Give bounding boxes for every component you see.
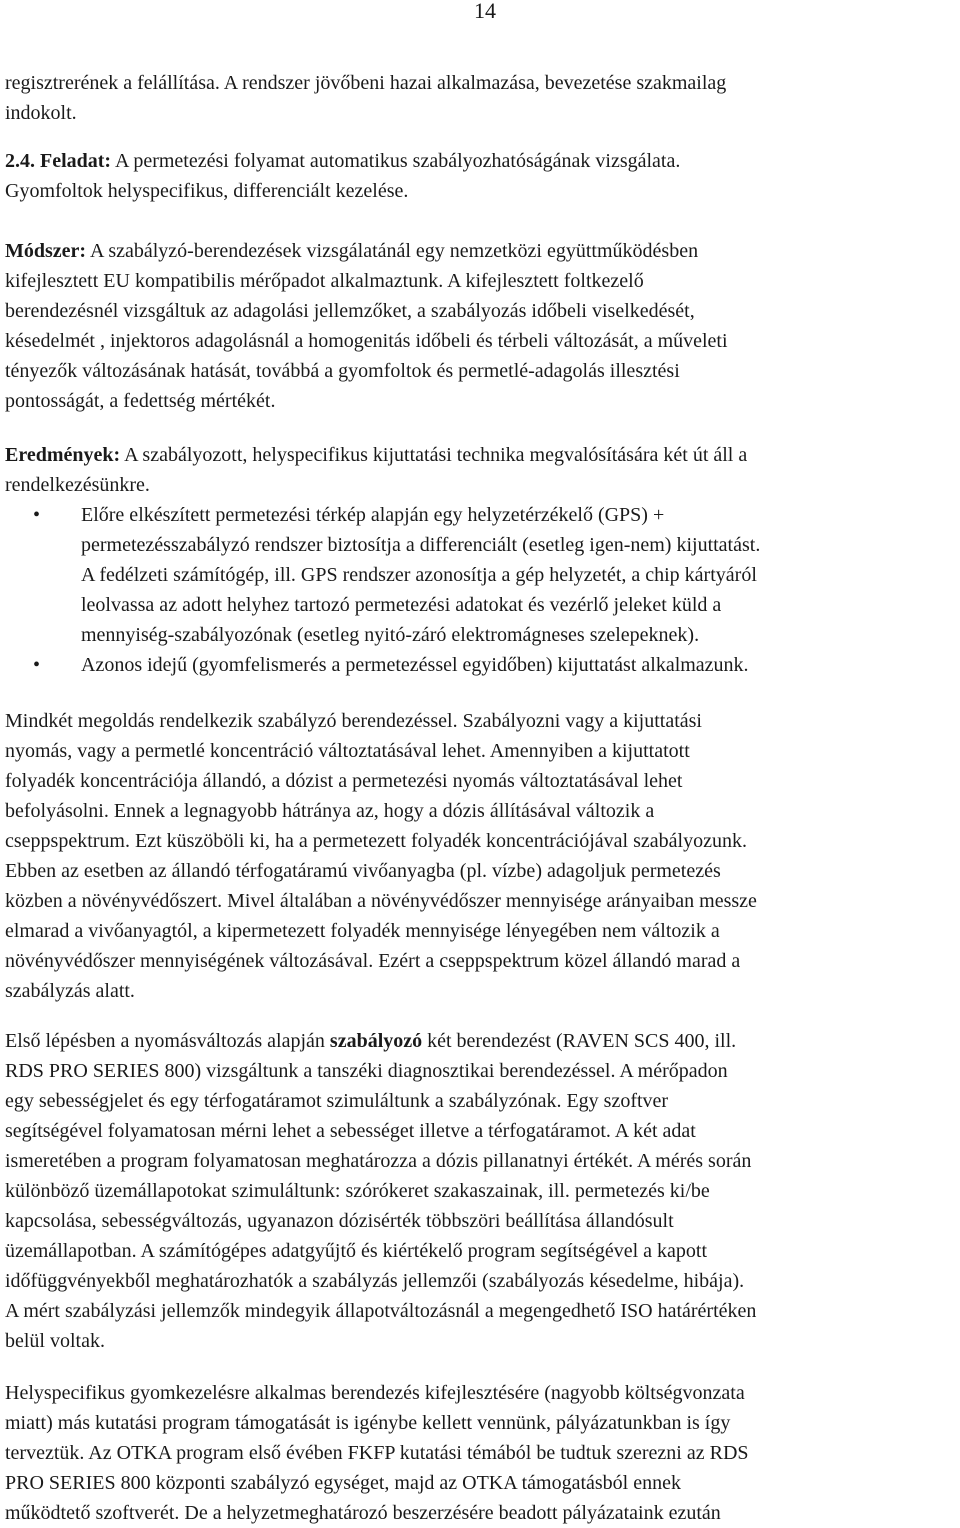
- paragraph-first-step: [5, 1026, 957, 1356]
- list-item: [5, 500, 957, 650]
- bullet-icon: •: [33, 654, 41, 676]
- first-line-5: ismeretében a program folyamatosan meghatározza a dózis pillanatnyi értékét. A mérés során: [5, 1150, 752, 1172]
- paragraph-results: [5, 440, 957, 500]
- first-line-1-bold: szabályozó: [329, 1030, 423, 1052]
- first-line-8: üzemállapotban. A számítógépes adatgyűjtő és kiértékelő program segítségével a kapott: [5, 1240, 708, 1262]
- intro-line-1: regisztrerének a felállítása. A rendszer jövőbeni hazai alkalmazása, bevezetése szakmailag: [5, 72, 727, 94]
- paragraph-task: [5, 146, 957, 206]
- task-number: 2.4.: [5, 150, 35, 172]
- bullet-1-line-3: A fedélzeti számítógép, ill. GPS rendszer azonosítja a gép helyzetét, a chip kártyáról: [81, 564, 757, 586]
- bullet-1-line-5: mennyiség-szabályozónak (esetleg nyitó-záró elektromágneses szelepeknek).: [81, 624, 700, 646]
- first-line-1-post: két berendezést (RAVEN SCS 400, ill.: [427, 1030, 737, 1052]
- results-label: Eredmények:: [5, 444, 121, 466]
- paragraph-intro: [5, 68, 957, 128]
- first-line-4: segítségével folyamatosan mérni lehet a sebességet illetve a térfogatáramot. A két adat: [5, 1120, 696, 1142]
- bullet-1-line-2: permetezésszabályzó rendszer biztosítja a differenciált (esetleg igen-nem) kijuttatást.: [81, 534, 761, 556]
- task-label: Feladat:: [40, 150, 112, 172]
- method-line-3: berendezésnél vizsgáltuk az adagolási jellemzőket, a szabályozás időbeli viselkedését,: [5, 300, 695, 322]
- site-line-5: működtető szoftverét. De a helyzetmeghatározó beszerzésére beadott pályázataink ezután: [5, 1502, 721, 1524]
- paragraph-both-solutions: [5, 706, 957, 1006]
- intro-line-2: indokolt.: [5, 102, 77, 124]
- bullet-2-line-1: Azonos idejű (gyomfelismerés a permetezéssel egyidőben) kijuttatást alkalmazunk.: [81, 654, 749, 676]
- first-line-2: RDS PRO SERIES 800) vizsgáltunk a tanszéki diagnosztikai berendezéssel. A mérőpadon: [5, 1060, 728, 1082]
- method-line-4: késedelmét , injektoros adagolásnál a homogenitás időbeli és térbeli változását, a műveleti: [5, 330, 728, 352]
- both-line-1: Mindkét megoldás rendelkezik szabályzó berendezéssel. Szabályozni vagy a kijuttatási: [5, 710, 702, 732]
- both-line-7: közben a növényvédőszert. Mivel általában a növényvédőszer mennyisége arányaiban messze: [5, 890, 757, 912]
- site-line-3: terveztük. Az OTKA program első évében FKFP kutatási témából be tudtuk szerezni az RDS: [5, 1442, 749, 1464]
- method-label: Módszer:: [5, 240, 87, 262]
- bullet-1-line-1: Előre elkészített permetezési térkép alapján egy helyzetérzékelő (GPS) +: [81, 504, 665, 526]
- method-line-1: A szabályzó-berendezések vizsgálatánál egy nemzetközi együttműködésben: [89, 240, 699, 262]
- bullet-1-line-4: leolvassa az adott helyhez tartozó permetezési adatokat és vezérlő jeleket küld a: [81, 594, 722, 616]
- method-line-2: kifejlesztett EU kompatibilis mérőpadot alkalmaztunk. A kifejlesztett foltkezelő: [5, 270, 644, 292]
- first-line-3: egy sebességjelet és egy térfogatáramot szimuláltunk a szabályzónak. Egy szoftver: [5, 1090, 669, 1112]
- results-line-2: rendelkezésünkre.: [5, 474, 150, 496]
- method-line-6: pontosságát, a fedettség mértékét.: [5, 390, 276, 412]
- both-line-3: folyadék koncentrációja állandó, a dózist a permetezési nyomás változtatásával lehet: [5, 770, 683, 792]
- both-line-2: nyomás, vagy a permetlé koncentráció változtatásával lehet. Amennyiben a kijuttatott: [5, 740, 690, 762]
- paragraph-site-specific: [5, 1378, 957, 1528]
- both-line-10: szabályzás alatt.: [5, 980, 135, 1002]
- paragraph-method: [5, 236, 957, 416]
- site-line-1: Helyspecifikus gyomkezelésre alkalmas berendezés kifejlesztésére (nagyobb költségvonzata: [5, 1382, 745, 1404]
- first-line-7: kapcsolása, sebességváltozás, ugyanazon dózisérték többszöri beállítása állandósult: [5, 1210, 674, 1232]
- both-line-8: elmarad a vivőanyagtól, a kipermetezett folyadék mennyisége lényegében nem változik a: [5, 920, 720, 942]
- page-number: 14: [474, 0, 496, 23]
- list-item: [5, 650, 957, 680]
- first-line-10: A mért szabályzási jellemzők mindegyik állapotváltozásnál a megengedhető ISO határértéken: [5, 1300, 757, 1322]
- first-line-9: időfüggvényekből meghatározhatók a szabályzás jellemzői (szabályozás késedelme, hibája).: [5, 1270, 745, 1292]
- method-line-5: tényezők változásának hatását, továbbá a gyomfoltok és permetlé-adagolás illesztési: [5, 360, 680, 382]
- first-line-6: különböző üzemállapotokat szimuláltunk: szórókeret szakaszainak, ill. permetezés ki/be: [5, 1180, 710, 1202]
- both-line-6: Ebben az esetben az állandó térfogatáramú vivőanyagba (pl. vízbe) adagoljuk permetezés: [5, 860, 721, 882]
- first-line-1-pre: Első lépésben a nyomásváltozás alapján: [5, 1030, 325, 1052]
- site-line-4: PRO SERIES 800 központi szabályzó egységet, majd az OTKA támogatásból ennek: [5, 1472, 681, 1494]
- task-line-1: A permetezési folyamat automatikus szabályozhatóságának vizsgálata.: [115, 150, 681, 172]
- results-line-1: A szabályozott, helyspecifikus kijuttatási technika megvalósítására két út áll a: [124, 444, 748, 466]
- bullet-icon: •: [33, 504, 41, 526]
- task-line-2: Gyomfoltok helyspecifikus, differenciált kezelése.: [5, 180, 409, 202]
- both-line-5: cseppspektrum. Ezt küszöböli ki, ha a permetezett folyadék koncentrációjával szabályozunk.: [5, 830, 747, 852]
- first-line-11: belül voltak.: [5, 1330, 105, 1352]
- results-bullet-list: [5, 500, 957, 680]
- both-line-9: növényvédőszer mennyiségének változásával. Ezért a cseppspektrum közel állandó marad a: [5, 950, 741, 972]
- site-line-2: miatt) más kutatási program támogatását is igénybe kellett vennünk, pályázatunkban is így: [5, 1412, 731, 1434]
- both-line-4: befolyásolni. Ennek a legnagyobb hátránya az, hogy a dózis állításával változik a: [5, 800, 655, 822]
